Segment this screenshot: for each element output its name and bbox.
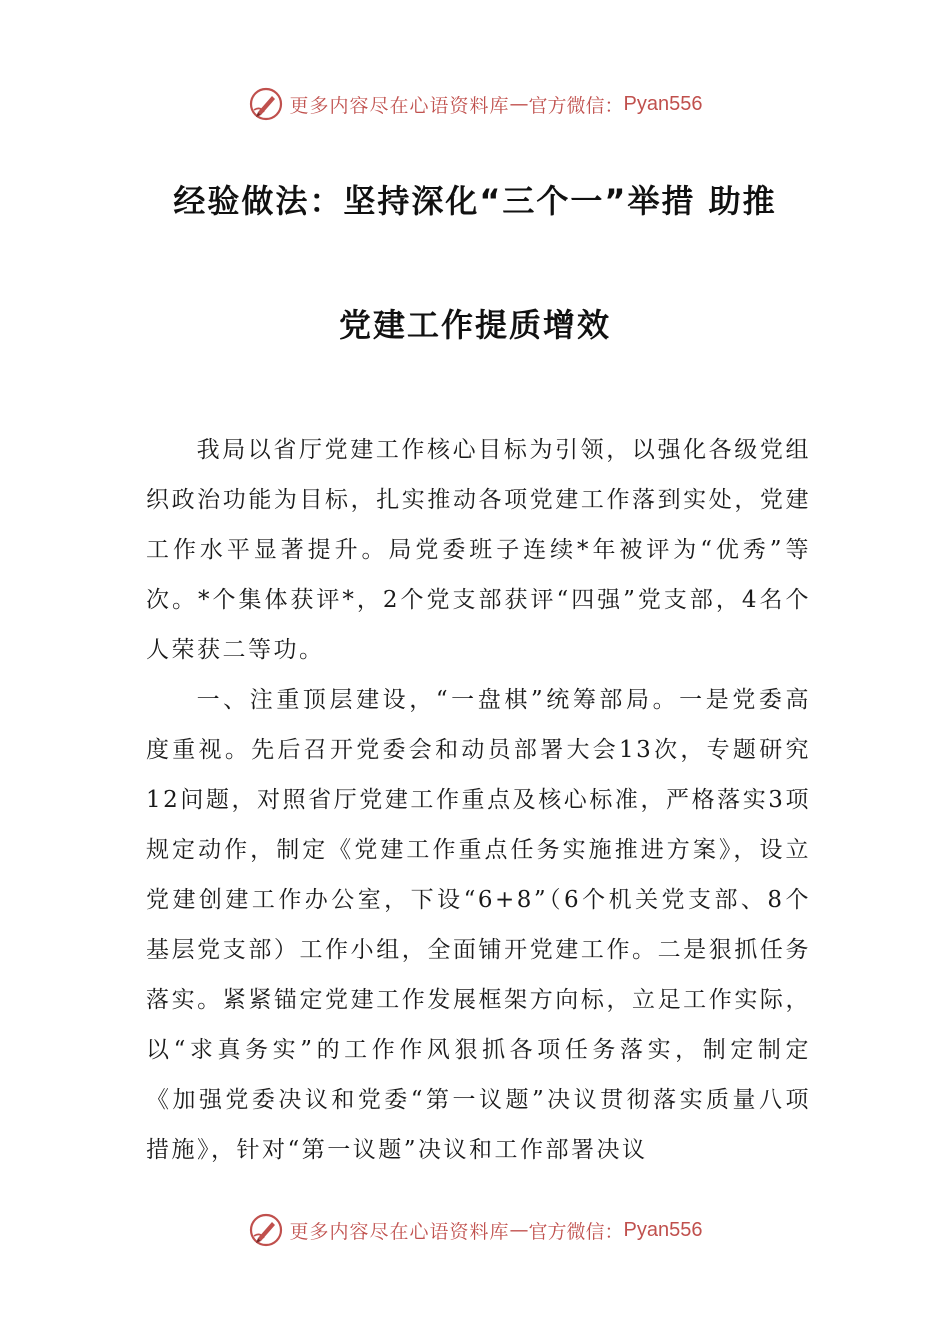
watermark-wechat-label: 官方微信：	[528, 1220, 624, 1243]
paragraph-intro: 我局以省厅党建工作核心目标为引领，以强化各级党组织政治功能为目标，扎实推动各项党建工作落到实处，党建工作水平显著提升。局党委班子连续*年被评为“优秀”等次。*个集体获评*，2个党支部获评“四强”党支部，4名个人荣获二等功。	[146, 437, 811, 663]
watermark-wechat-label: 官方微信：	[528, 94, 624, 117]
paragraph-section-one: 一、注重顶层建设，“一盘棋”统筹部局。一是党委高度重视。先后召开党委会和动员部署大会13次，专题研究12问题，对照省厅党建工作重点及核心标准，严格落实3项规定动作，制定《党建工作重点任务实施推进方案》，设立党建创建工作办公室，下设“6+8”（6个机关党支部、8个基层党支部）工作小组，全面铺开党建工作。二是狠抓任务落实。紧紧锚定党建工作发展框架方向标，立足工作实际，以“求真务实”的工作作风狠抓各项任务落实，制定制定《加强党委决议和党委“第一议题”决议贯彻落实质量八项措施》，针对“第一议题”决议和工作部署决议	[146, 687, 811, 1163]
footer-watermark	[0, 1210, 950, 1250]
document-body	[146, 425, 811, 1175]
watermark-wechat-id: Pyan556	[623, 1218, 703, 1241]
pen-logo-icon	[248, 86, 284, 122]
watermark-site-text: 更多内容尽在心语资料库	[289, 1220, 510, 1243]
watermark-separator: —	[509, 1219, 529, 1241]
pen-logo-icon	[248, 1212, 284, 1248]
document-title-line1: 经验做法：坚持深化“三个一”举措 助推	[173, 182, 777, 220]
watermark-wechat-id: Pyan556	[623, 92, 703, 115]
header-watermark	[0, 84, 950, 124]
watermark-separator: —	[509, 93, 529, 115]
document-title-line2: 党建工作提质增效	[338, 306, 611, 344]
watermark-site-text: 更多内容尽在心语资料库	[289, 94, 510, 117]
